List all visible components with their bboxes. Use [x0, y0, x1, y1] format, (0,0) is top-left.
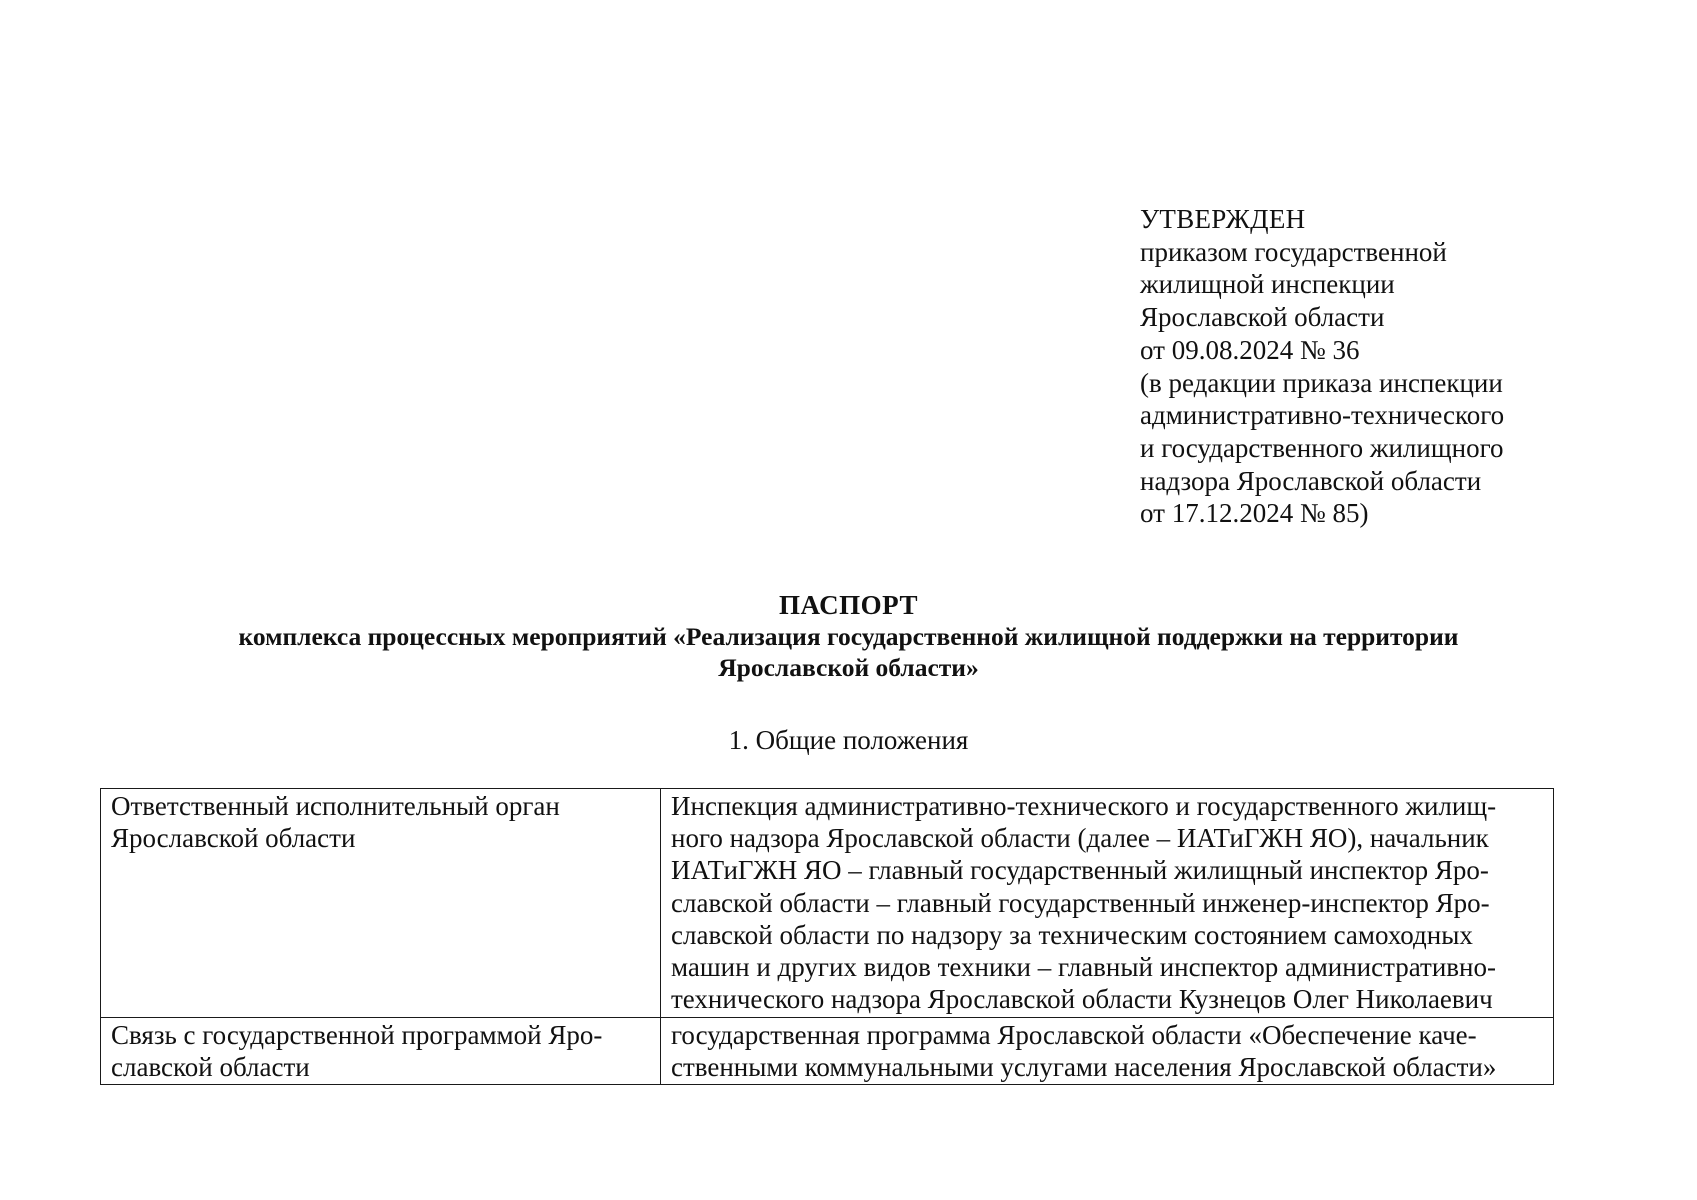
- approval-line: Ярославской области: [1140, 302, 1385, 333]
- approval-line: от 09.08.2024 № 36: [1140, 334, 1360, 365]
- document-subtitle-line: комплекса процессных мероприятий «Реализация государственной жилищной поддержки на территории: [238, 622, 1459, 651]
- cell-text-line: государственная программа Ярославской области «Обеспечение каче-: [671, 1020, 1477, 1050]
- cell-text-line: Ответственный исполнительный орган: [111, 791, 560, 821]
- cell-text-line: славской области – главный государственный инженер-инспектор Яро-: [671, 887, 1490, 918]
- approval-line: от 17.12.2024 № 85): [1140, 498, 1369, 529]
- approval-line: и государственного жилищного: [1140, 432, 1504, 463]
- cell-text-line: Инспекция административно-технического и государственного жилищ-: [671, 791, 1497, 821]
- table-cell-label: [101, 1018, 661, 1085]
- cell-text-line: славской области по надзору за техническим состоянием самоходных: [671, 919, 1473, 950]
- cell-text-line: ного надзора Ярославской области (далее – ИАТиГЖН ЯО), начальник: [671, 823, 1489, 854]
- document-subtitle-line: Ярославской области»: [718, 653, 979, 682]
- cell-text-line: технического надзора Ярославской области Кузнецов Олег Николаевич: [671, 984, 1493, 1015]
- table-cell-value: [661, 1018, 1554, 1085]
- cell-text-line: машин и других видов техники – главный инспектор административно-: [671, 952, 1496, 983]
- cell-text-line: ственными коммунальными услугами населения Ярославской области»: [671, 1052, 1497, 1083]
- table-cell-label: [101, 789, 661, 1018]
- cell-text-line: Ярославской области: [111, 823, 356, 854]
- document-title: ПАСПОРТ: [779, 590, 918, 620]
- section-heading: 1. Общие положения: [728, 725, 969, 755]
- approval-line: надзора Ярославской области: [1140, 465, 1482, 496]
- cell-text-line: Связь с государственной программой Яро-: [111, 1020, 603, 1050]
- approval-line: административно-технического: [1140, 400, 1505, 431]
- cell-text-line: славской области: [111, 1052, 310, 1083]
- approval-line: жилищной инспекции: [1140, 269, 1395, 300]
- table-row: [101, 1018, 1554, 1085]
- approval-line: (в редакции приказа инспекции: [1140, 367, 1503, 398]
- approval-line: приказом государственной: [1140, 236, 1447, 267]
- approval-heading: УТВЕРЖДЕН: [1140, 204, 1306, 234]
- table-cell-value: [661, 789, 1554, 1018]
- table-row: [101, 789, 1554, 1018]
- document-title-block: [100, 590, 1597, 683]
- cell-text-line: ИАТиГЖН ЯО – главный государственный жилищный инспектор Яро-: [671, 855, 1489, 886]
- general-provisions-table: [100, 788, 1554, 1085]
- approval-stamp-block: [1140, 203, 1610, 530]
